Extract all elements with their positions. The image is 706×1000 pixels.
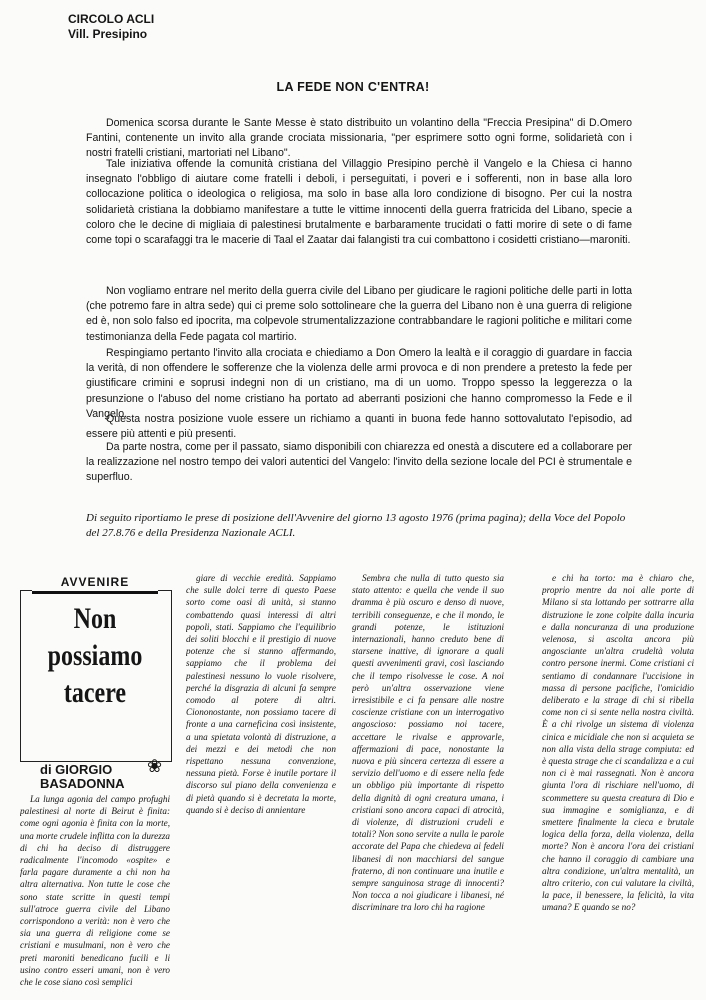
clipping-headline: Non possiamo tacere <box>47 602 143 709</box>
paragraph-2: Tale iniziativa offende la comunità cristiana del Villaggio Presipino perchè il Vangelo e la Chiesa ci hanno insegnato l'obbligo di aiutare come fratelli i deboli, i perseguitati, i poveri e i sofferenti, non in base alla loro collocazione politica o ideologica o religiosa, ma solo in base alla loro condizione di bisogno. Per cui la nostra solidarietà cristiana la dobbiamo manifestare a tutte le vittime innocenti della guerra fratricida del Libano, specie a coloro che le decine di migliaia di palestinesi brutalmente e barbaramente trucidati o fatti morire di sete o di fame come topi o scarafaggi tra le macerie di Taal el Zaatar dai falangisti tra cui combattono i cosidetti cristiano—maroniti. <box>86 158 632 247</box>
flower-ornament-icon: ❀ <box>147 756 163 776</box>
column-3-text: Sembra che nulla di tutto questo sia stato attento: e quella che vende il suo dramma è più oscuro e denso di nuove, terribili conseguenze, e che il mondo, le grandi potenze, le istituzioni internazionali, hanno creduto bene di starsene inattive, di ignorare a quali questi avvenimenti gravi, così lasciando che il tempo risolvesse le cose. A noi però un'altra osservazione viene irresistibile e ci fa pensare alle nostre coscienze cristiane con un interrogativo angoscioso: possiamo noi tacere, accettare le rivalse e approvarle, affermazioni di pace, nonostante la nuova e più sincera certezza di essere a servizio dell'uomo e di essere nella fede un obbligo più importante di rispetto della dignità di ogni creatura umana, i cristiani sono ancora capaci di atrocità, di violenze, di distruzioni crudeli e totali? Non sono servite a nulla le parole accorate del Papa che chiedeva ai fedeli libanesi di non macchiarsi del sangue fraterno, di non continuare una inutile e sempre sanguinosa strage di innocenti? Non tocca a noi giudicare i libanesi, né discriminare tra loro chi ha ragione <box>352 573 504 913</box>
column-2-text: giare di vecchie eredità. Sappiamo che sulle dolci terre di questo Paese sorto come oasi di unità, si stanno combattendo quasi interessi di altri popoli, stati. Sappiamo che l'equilibrio dei soliti blocchi e il prestigio di nuove potenze che si stanno affermando, sappiamo che il problema dei palestinesi nessuno lo vuole risolvere, perché la disgrazia di alcuni fa sempre comodo al potere di altri. Ciononostante, non possiamo tacere di fronte a una carneficina così insistente, a una spietata volontà di distruzione, a dei mezzi e dei metodi che non rispettano nessuna convenzione, nessuna pietà. Forse è inutile portare il discorso sul piano della convenienza e di pietà quando si è decretata la morte, quando si è deciso di annientare <box>186 573 336 815</box>
newspaper-masthead: AVVENIRE <box>32 575 158 594</box>
document-title: LA FEDE NON C'ENTRA! <box>276 80 430 94</box>
clipping-byline <box>40 763 125 791</box>
paragraph-4: Respingiamo pertanto l'invito alla crociata e chiediamo a Don Omero la lealtà e il coraggio di guardare in faccia la verità, di non offendere le sofferenze che la violenza delle armi provoca e di non prendere a pretesto la fede per giustificare crimini e soprusi indegni non di un cristiano, ma di un uomo. Troppo spesso la leggerezza o la presunzione o l'abuso del nome cristiano ha portato ad aberranti posizioni che hanno compromesso la Fede e il Vangelo. <box>86 347 632 420</box>
paragraph-3: Non vogliamo entrare nel merito della guerra civile del Libano per giudicare le ragioni politiche delle parti in lotta (che potremo fare in altra sede) qui ci preme solo sottolineare che la guerra del Libano non è una guerra di religione ed è, non solo falso ed ipocrita, ma colpevole strumentalizzazione contrabbandare le ragioni politiche e militari come testimonianza della Fede pagata col martirio. <box>86 285 632 343</box>
column-4-text: e chi ha torto: ma è chiaro che, proprio mentre da noi alle porte di Milano si sta lottando per sottrarre alla distruzione le zone colpite dalla incuria e dalla noncuranza di una produzione velenosa, si ascolta ancora più angosciante un'altra crudeltà voluta contro persone inermi. Come cristiani ci sentiamo di condannare l'uccisione in massa di persone pacifiche, l'omicidio deliberato e la strage di chi si ribella come non ci si sente nella nostra civiltà. È a chi rivolge un sistema di violenza cinica e micidiale che non si acquieta se non alla vista della strage compiuta: ed è questa strage che ci scandalizza e a cui non ci è mai rassegnati. Non è ancora giunta l'ora di rischiare nell'uomo, di scommettere su questa creatura di Dio e sua immagine e somiglianza, e di smettere finalmente la cieca e brutale logica della forza, della violenza, della morte? Non è ancora l'ora dei cristiani che hanno il coraggio di cambiare una altra condizione, un'altra mentalità, un altro criterio, con cui valutare la civiltà, la pace, il benessere, la felicità, la vita umana? E quando se no? <box>542 573 694 913</box>
intro-note: Di seguito riportiamo le prese di posizione dell'Avvenire del giorno 13 agosto 1976 (prima pagina); della Voce del Popolo del 27.8.76 e della Presidenza Nazionale ACLI. <box>86 512 626 539</box>
organization-place: Vill. Presipino <box>68 27 148 41</box>
paragraph-5: Questa nostra posizione vuole essere un richiamo a quanti in buona fede hanno sottovalutato l'episodio, ad essere più attenti e più presenti. <box>86 413 632 441</box>
clipping-column-1 <box>20 793 170 1000</box>
clipping-column-4 <box>542 572 694 1000</box>
byline-line-1: di GIORGIO <box>40 762 113 777</box>
paragraph-1: Domenica scorsa durante le Sante Messe è stato distribuito un volantino della "Freccia Presipina" di D.Omero Fantini, contenente un invito alla grande crociata missionaria, "per esprimere sotto ogni forme, solidarietà con i nostri fratelli cristiani, martoriati nel Libano". <box>86 117 632 160</box>
clipping-column-2 <box>186 572 336 1000</box>
paragraph-6: Da parte nostra, come per il passato, siamo disponibili con chiarezza ed onestà a discutere ed a collaborare per la realizzazione nel nostro tempo dei valori autentici del Vangelo: l'invito della sezione locale del PCI è strumentale e superfluo. <box>86 441 632 484</box>
letterhead <box>68 12 154 42</box>
byline-line-2: BASADONNA <box>40 776 125 791</box>
column-1-text: La lunga agonia del campo profughi palestinesi al norte di Beirut è finita: come ogni agonia è finita con la morte, una morte crudele inflitta con la durezza di chi ha deciso di distruggere radicalmente l'incomodo «ospite» e farla pagare duramente a chi non ha altra alternativa. Non tutte le cose che sono state scritte in questi tempi sull'atroce guerra civile del Libano corrispondono a verità: non è vero che sia una guerra di religione come se cristiani e musulmani, non è vero che preti maroniti benedicano fucili e li usino contro esseri umani, non è vero che le cose siano così semplici <box>20 794 170 988</box>
clipping-column-3 <box>352 572 504 1000</box>
organization-name: CIRCOLO ACLI <box>68 12 155 26</box>
